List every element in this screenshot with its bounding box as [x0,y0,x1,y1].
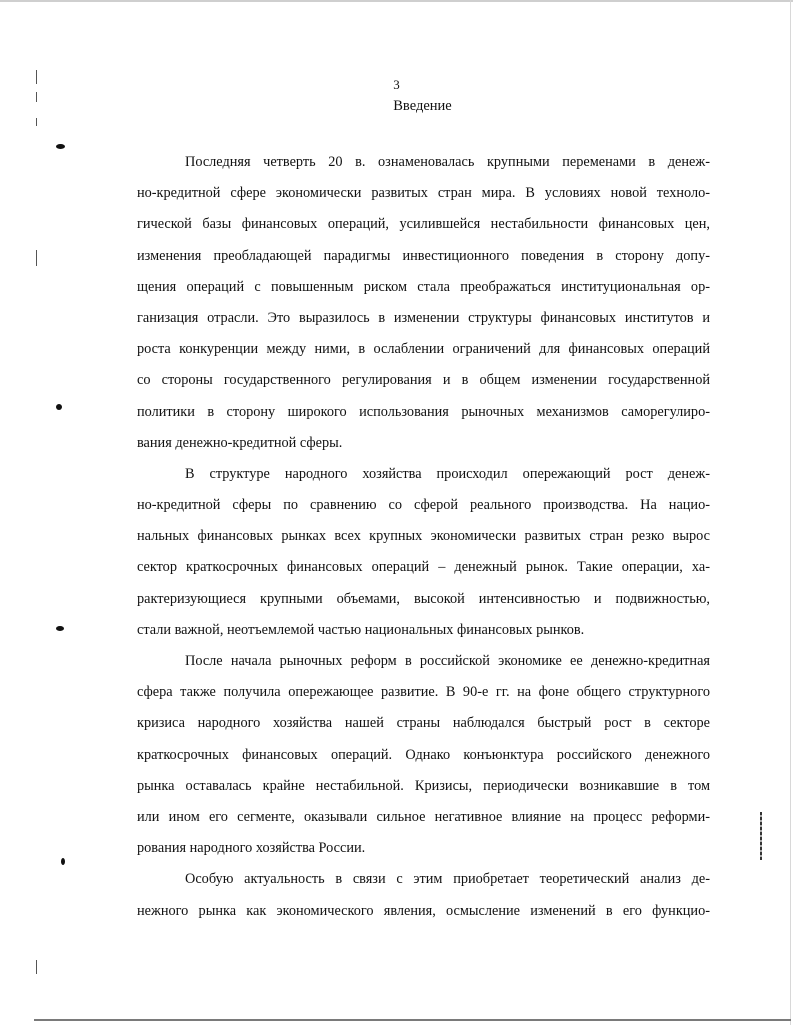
text-line: нальных финансовых рынках всех крупных экономически развитых стран резко вырос [137,528,710,545]
text-line: рования народного хозяйства России. [137,840,366,857]
text-line: со стороны государственного регулирования и в общем изменении государственной [137,372,710,389]
text-line: вания денежно-кредитной сферы. [137,434,343,451]
punch-hole-mark [61,858,65,865]
text-line: но-кредитной сфере экономически развитых стран мира. В условиях новой техноло- [137,185,710,202]
text-line: но-кредитной сферы по сравнению со сферой реального производства. На нацио- [137,497,710,514]
punch-hole-mark [56,144,65,149]
page-title [0,96,793,116]
scan-right-border [790,0,791,1025]
text-line: стали важной, неотъемлемой частью национальных финансовых рынков. [137,621,585,638]
page-number: 3 [393,77,400,92]
text-line: нежного рынка как экономического явления, осмысление изменений в его функцио- [137,902,710,919]
text-line: щения операций с повышенным риском стала преображаться институциональная ор- [137,278,710,295]
scan-edge-mark [760,812,762,860]
scan-top-border [0,0,793,2]
text-line: В структуре народного хозяйства происходил опережающий рост денеж- [185,465,710,482]
binding-tick [36,960,37,974]
text-line: гической базы финансовых операций, усилившейся нестабильности финансовых цен, [137,216,710,233]
document-body [137,147,710,927]
text-line: Последняя четверть 20 в. ознаменовалась крупными переменами в денеж- [185,154,710,170]
binding-tick [36,250,37,266]
text-line: краткосрочных финансовых операций. Однако конъюнктура российского денежного [137,746,710,763]
text-line: рынка оставалась крайне нестабильной. Кризисы, периодически возникавшие в том [137,777,710,794]
text-line: сектор краткосрочных финансовых операций – денежный рынок. Такие операции, ха- [137,559,710,576]
text-line: Особую актуальность в связи с этим приобретает теоретический анализ де- [185,871,710,888]
text-line: сфера также получила опережающее развитие. В 90-е гг. на фоне общего структурного [137,684,710,701]
page-title-text: Введение [393,98,452,114]
text-line: После начала рыночных реформ в российской экономике ее денежно-кредитная [185,653,710,669]
text-line: роста конкуренции между ними, в ослаблении ограничений для финансовых операций [137,341,710,358]
text-line: рактеризующиеся крупными объемами, высокой интенсивностью и подвижностью, [137,590,710,607]
scan-bottom-border [34,1019,791,1021]
punch-hole-mark [56,626,64,631]
text-line: изменения преобладающей парадигмы инвестиционного поведения в сторону допу- [137,247,710,264]
text-line: политики в сторону широкого использования рыночных механизмов саморегулиро- [137,403,710,420]
text-line: кризиса народного хозяйства нашей страны наблюдался быстрый рост в секторе [137,715,710,732]
text-line: ганизация отрасли. Это выразилось в изменении структуры финансовых институтов и [137,309,710,326]
text-line: или ином его сегменте, оказывали сильное негативное влияние на процесс реформи- [137,808,710,825]
punch-hole-mark [56,404,62,410]
binding-tick [36,118,37,126]
